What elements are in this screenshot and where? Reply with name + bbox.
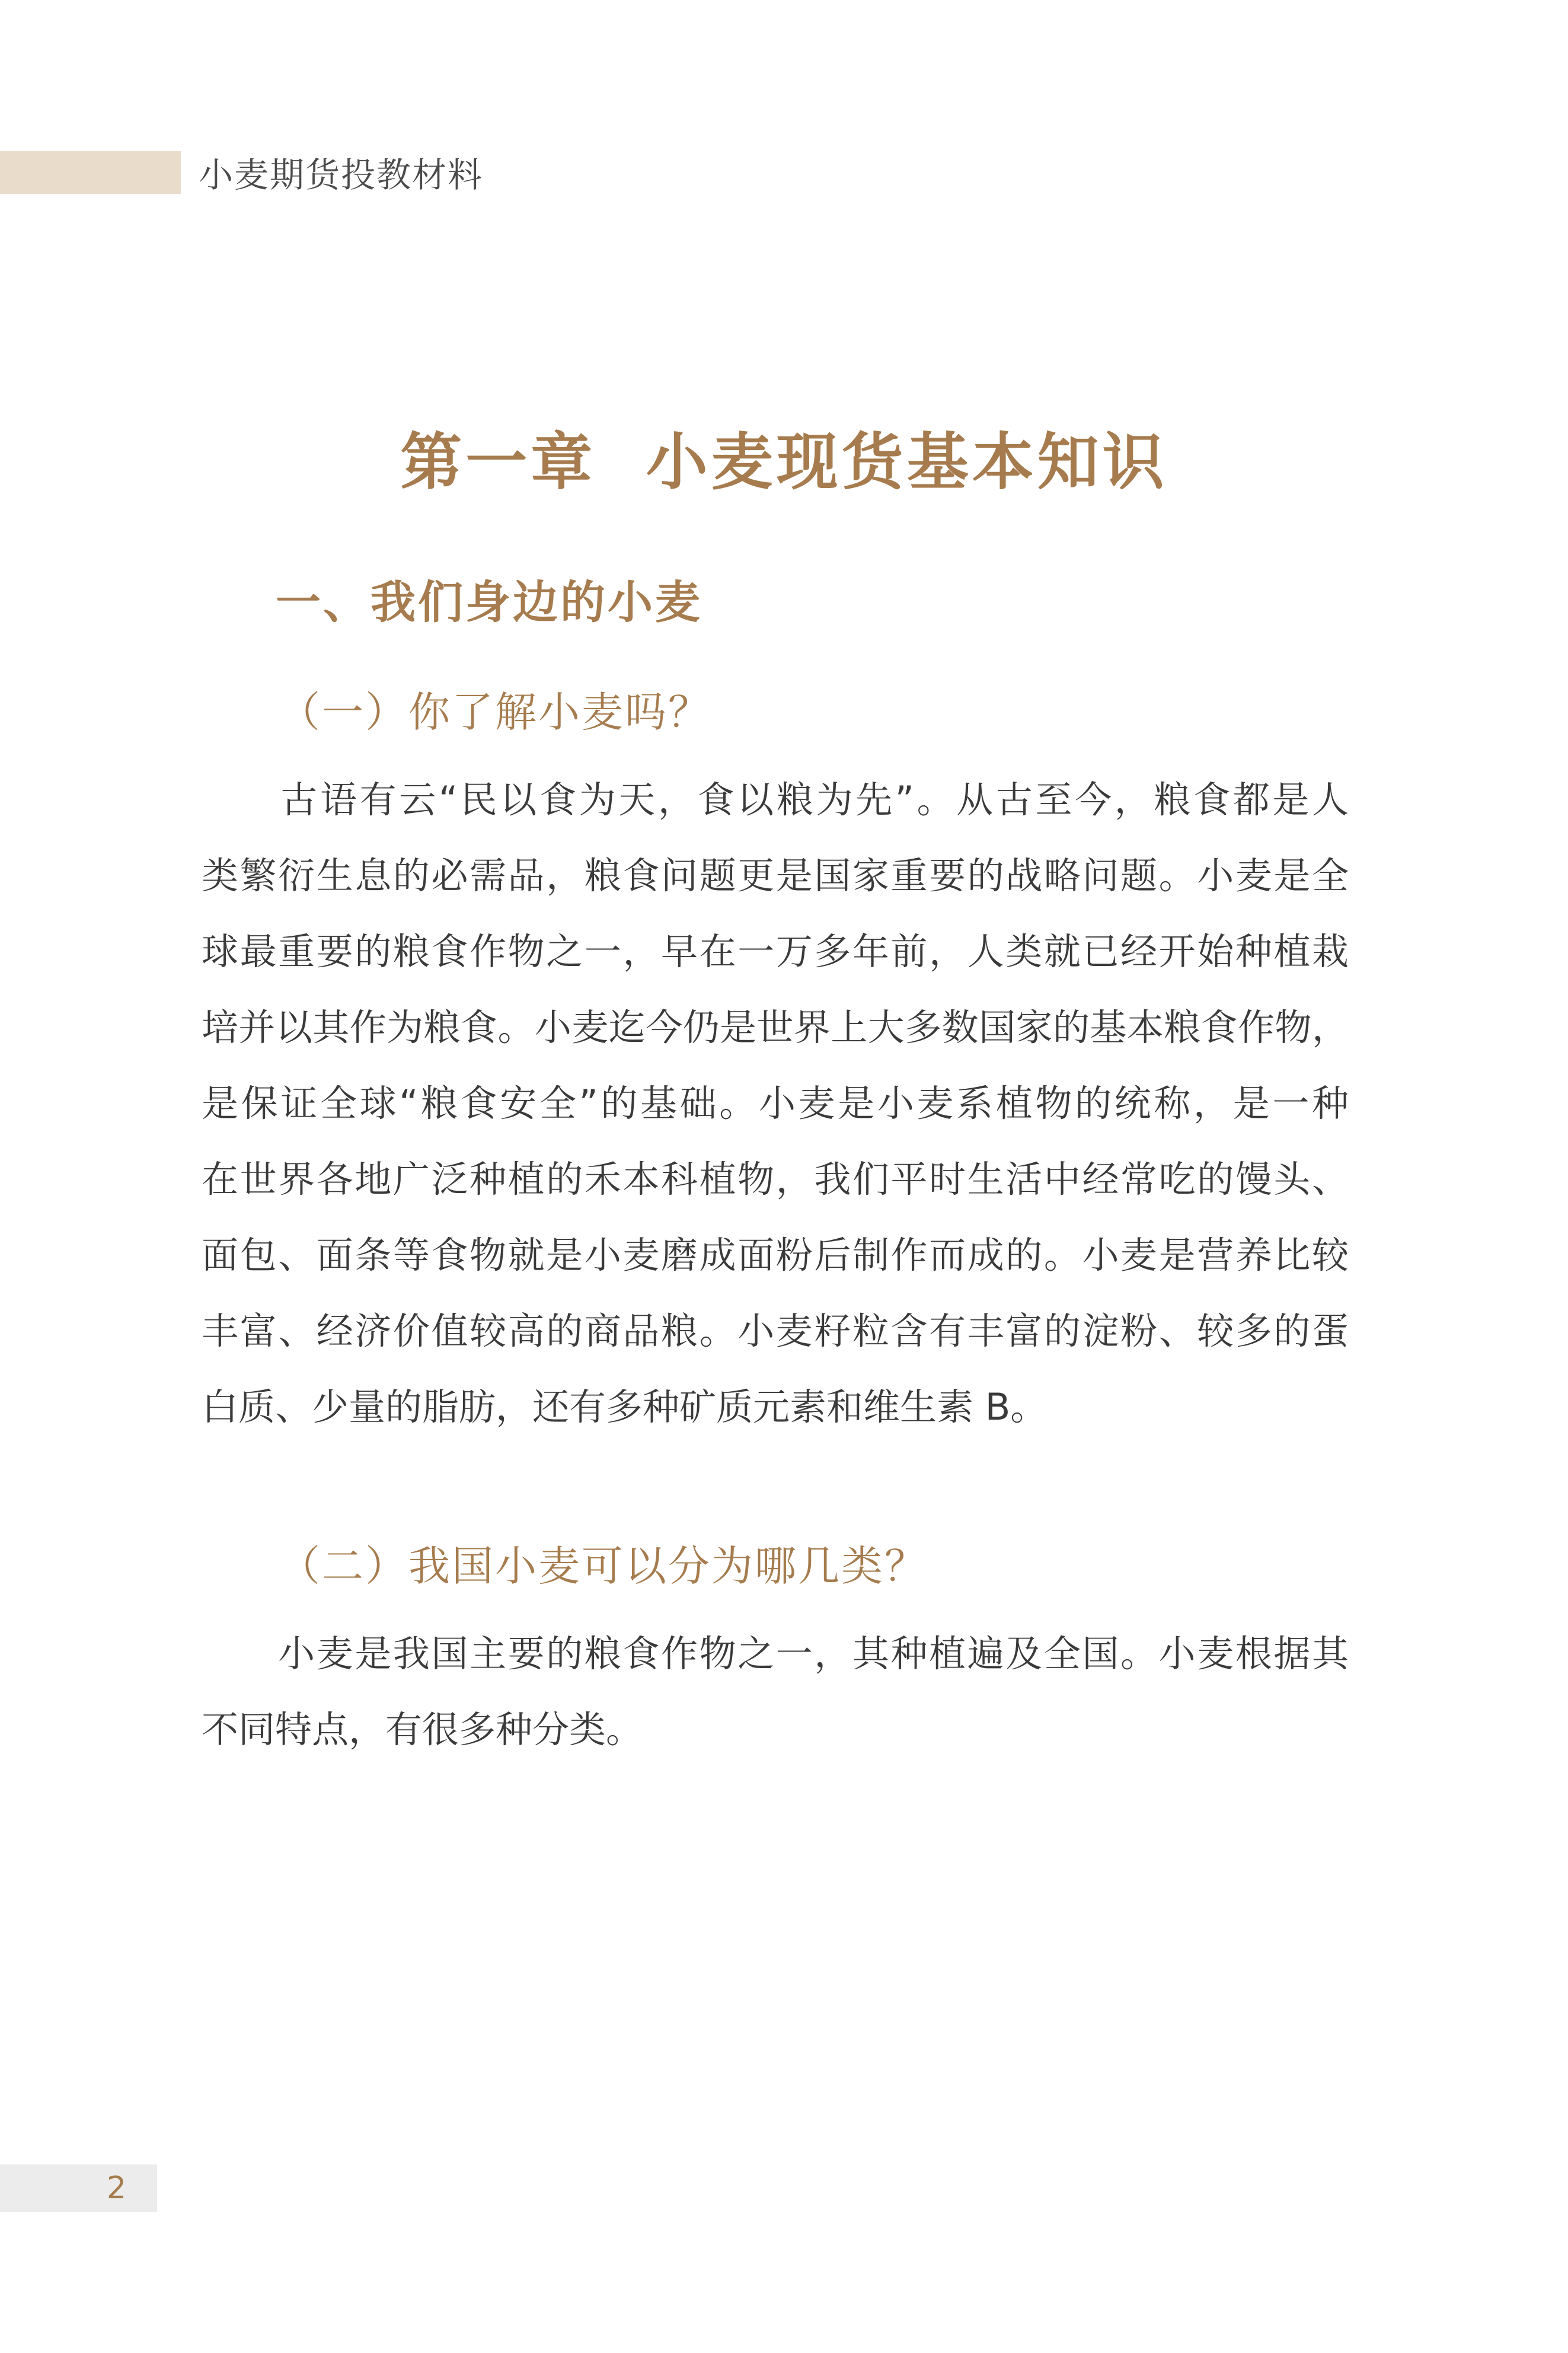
paragraph-line: 面包、面条等食物就是小麦磨成面粉后制作而成的。小麦是营养比较 [202, 1233, 1349, 1277]
paragraph-line: 球最重要的粮食作物之一，早在一万多年前，人类就已经开始种植栽 [202, 930, 1349, 973]
paragraph-line: 是保证全球“粮食安全”的基础。小麦是小麦系植物的统称，是一种 [202, 1082, 1349, 1125]
section-title: 一、我们身边的小麦 [276, 576, 702, 629]
paragraph-line: 丰富、经济价值较高的商品粮。小麦籽粒含有丰富的淀粉、较多的蛋 [202, 1309, 1349, 1353]
subsection-paragraph-2 [202, 1616, 1349, 1768]
paragraph-line: 不同特点，有很多种分类。 [202, 1708, 643, 1751]
paragraph-line: 白质、少量的脂肪，还有多种矿质元素和维生素 B。 [202, 1385, 1048, 1429]
subsection-title-1: （一）你了解小麦吗？ [279, 688, 711, 736]
subsection-title-2: （二）我国小麦可以分为哪几类？ [279, 1542, 928, 1590]
running-header-title: 小麦期货投教材料 [199, 155, 484, 195]
header-decoration-bar [0, 151, 181, 194]
paragraph-line: 小麦是我国主要的粮食作物之一，其种植遍及全国。小麦根据其 [202, 1632, 1349, 1675]
paragraph-line: 类繁衍生息的必需品，粮食问题更是国家重要的战略问题。小麦是全 [202, 854, 1349, 897]
paragraph-line: 培并以其作为粮食。小麦迄今仍是世界上大多数国家的基本粮食作物， [202, 1006, 1349, 1049]
page-number-box [0, 2164, 157, 2212]
chapter-title: 第一章 小麦现货基本知识 [400, 426, 1168, 498]
paragraph-line: 在世界各地广泛种植的禾本科植物，我们平时生活中经常吃的馒头、 [202, 1158, 1349, 1201]
paragraph-line: 古语有云“民以食为天，食以粮为先”。从古至今，粮食都是人 [202, 778, 1349, 821]
subsection-paragraph-1 [202, 762, 1349, 1445]
page-number: 2 [107, 2170, 127, 2206]
